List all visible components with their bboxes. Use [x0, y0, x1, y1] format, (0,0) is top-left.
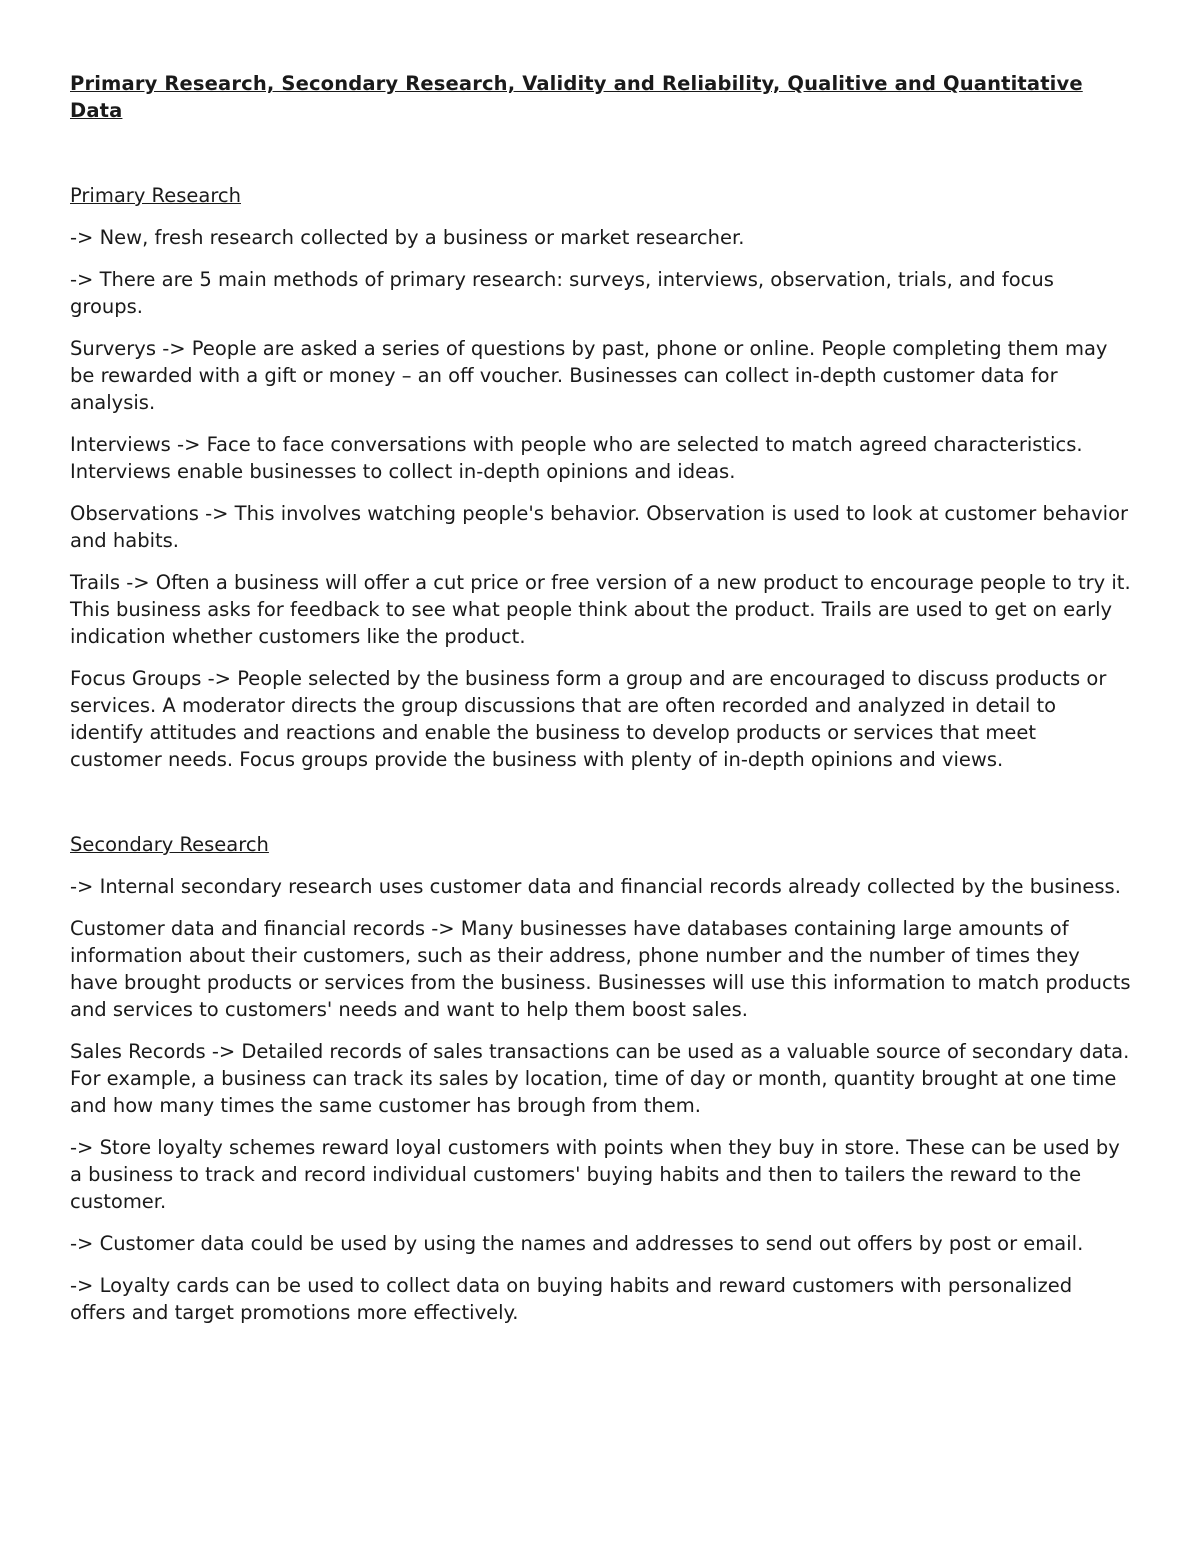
section-heading-secondary-research: Secondary Research: [70, 833, 269, 856]
paragraph: -> Loyalty cards can be used to collect data on buying habits and reward customers with personalized offers and target promotions more effectively.: [70, 1274, 1073, 1324]
paragraph: Interviews -> Face to face conversations with people who are selected to match agreed characteristics. Interviews enable businesses to collect in-depth opinions and ideas.: [70, 433, 1083, 483]
paragraph: -> There are 5 main methods of primary research: surveys, interviews, observation, trials, and focus groups.: [70, 268, 1054, 318]
section-secondary-research: [70, 831, 1132, 1326]
paragraph: -> Internal secondary research uses customer data and financial records already collected by the business.: [70, 875, 1121, 898]
paragraph: -> New, fresh research collected by a business or market researcher.: [70, 226, 745, 249]
section-primary-research: [70, 182, 1132, 773]
paragraph: -> Store loyalty schemes reward loyal customers with points when they buy in store. These can be used by a business to track and record individual customers' buying habits and then to tailers the reward to the customer.: [70, 1136, 1120, 1213]
document-title: Primary Research, Secondary Research, Validity and Reliability, Qualitive and Quantitative Data: [70, 72, 1083, 122]
paragraph: Surverys -> People are asked a series of questions by past, phone or online. People completing them may be rewarded with a gift or money – an off voucher. Businesses can collect in-depth customer data for analysis.: [70, 337, 1108, 414]
spacer: [70, 788, 1132, 831]
document-page: [70, 70, 1132, 1341]
paragraph: Observations -> This involves watching people's behavior. Observation is used to look at customer behavior and habits.: [70, 502, 1129, 552]
paragraph: Customer data and financial records -> Many businesses have databases containing large amounts of information about their customers, such as their address, phone number and the number of times they have brought products or services from the business. Businesses will use this information to match products and services to customers' needs and want to help them boost sales.: [70, 917, 1131, 1021]
paragraph: Focus Groups -> People selected by the business form a group and are encouraged to discuss products or services. A moderator directs the group discussions that are often recorded and analyzed in detail to identify attitudes and reactions and enable the business to develop products or services that meet customer needs. Focus groups provide the business with plenty of in-depth opinions and views.: [70, 667, 1107, 771]
paragraph: Trails -> Often a business will offer a cut price or free version of a new product to encourage people to try it. This business asks for feedback to see what people think about the product. Trails are used to get on early indication whether customers like the product.: [70, 571, 1131, 648]
spacer: [70, 124, 1132, 182]
section-heading-primary-research: Primary Research: [70, 184, 241, 207]
paragraph: -> Customer data could be used by using the names and addresses to send out offers by post or email.: [70, 1232, 1084, 1255]
paragraph: Sales Records -> Detailed records of sales transactions can be used as a valuable source of secondary data. For example, a business can track its sales by location, time of day or month, quantity brought at one time and how many times the same customer has brough from them.: [70, 1040, 1130, 1117]
